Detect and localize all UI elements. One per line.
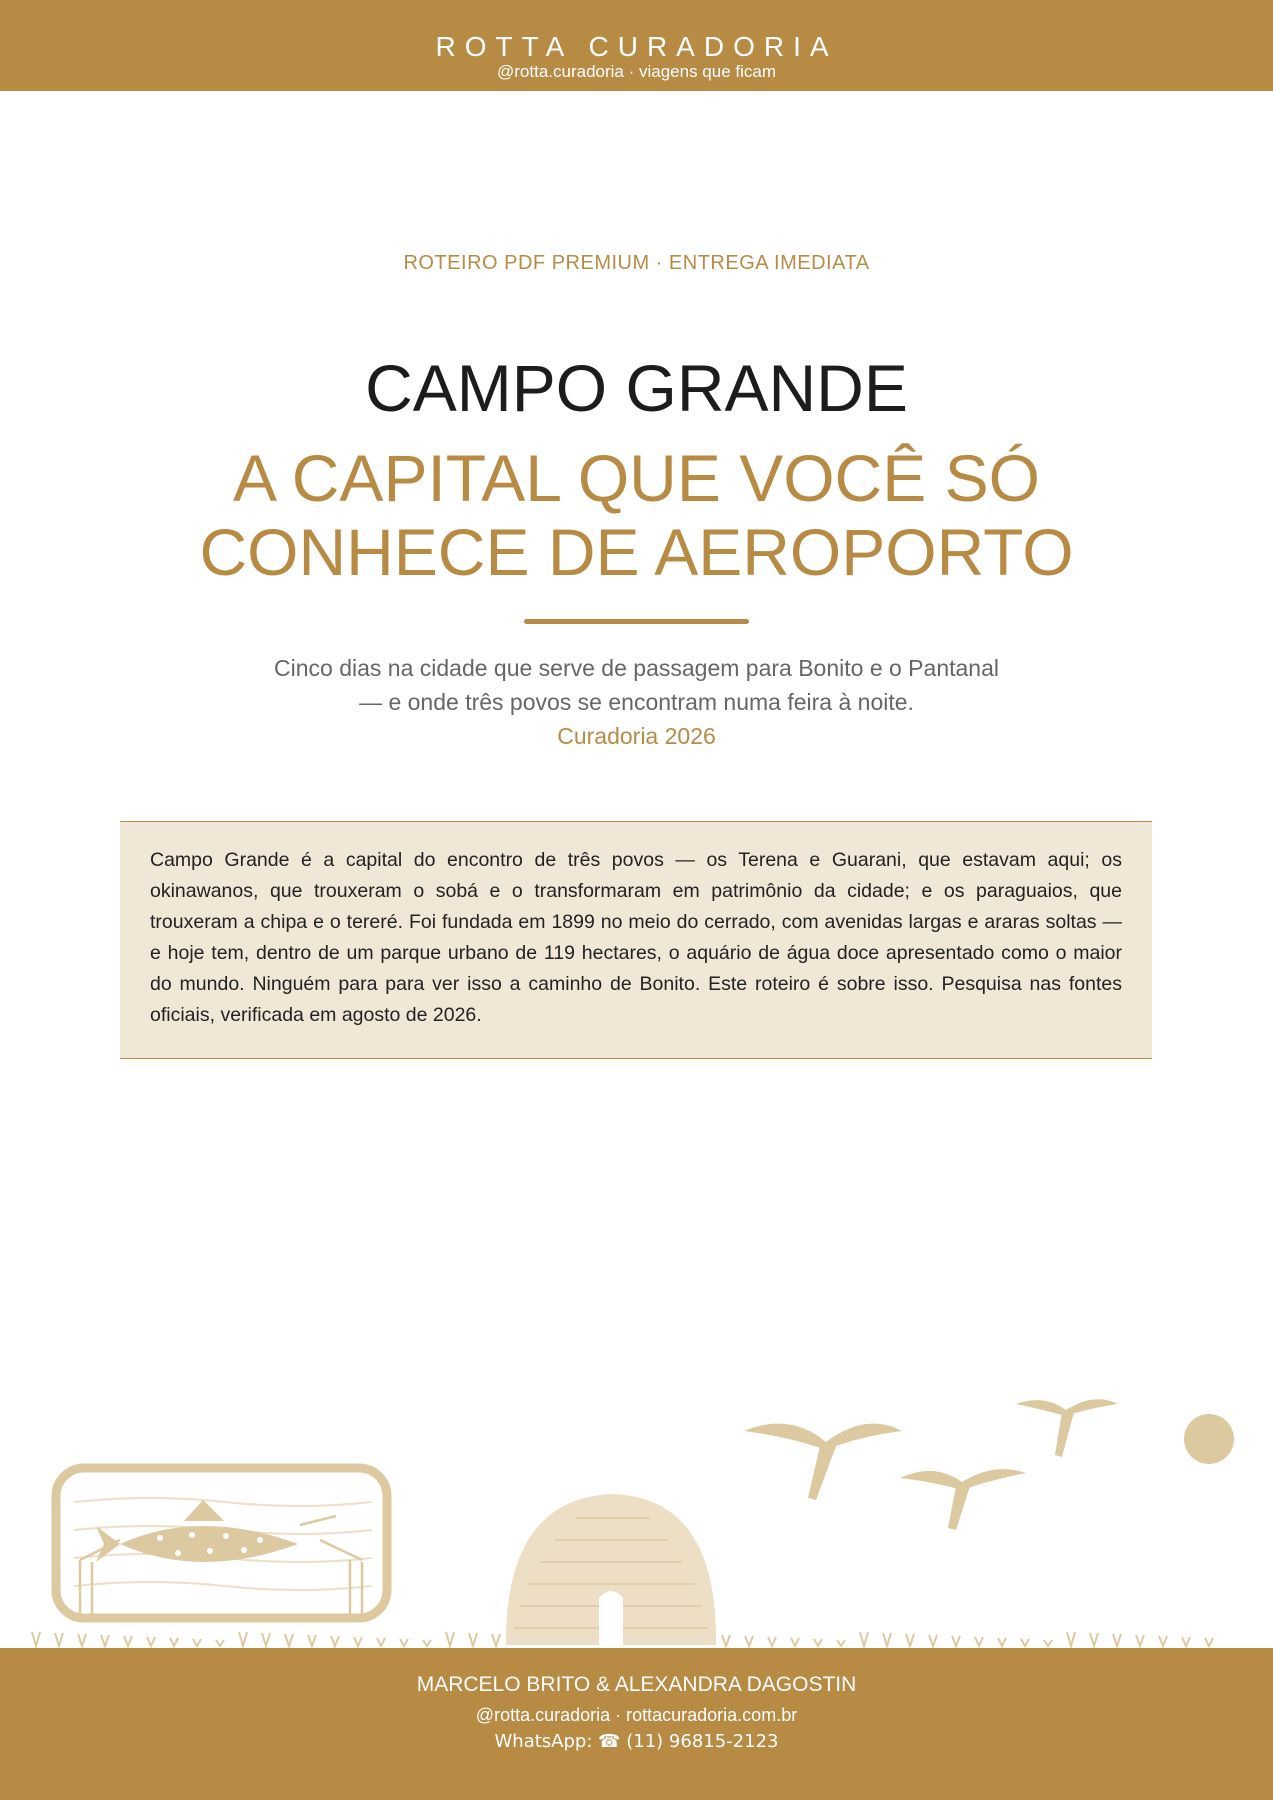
lead-line-2: — e onde três povos se encontram numa feira à noite.	[359, 689, 914, 715]
intro-text: Campo Grande é a capital do encontro de três povos — os Terena e Guarani, que estavam aqui; os okinawanos, que trouxeram o sobá e o transformaram em patrimônio da cidade; e os paraguaios, que trouxeram a chipa e o tereré. Foi fundada em 1899 no meio do cerrado, com avenidas largas e araras soltas — e hoje tem, dentro de um parque urbano de 119 hectares, o aquário de água doce apresentado como o maior do mundo. Ninguém para para ver isso a caminho de Bonito. Este roteiro é sobre isso. Pesquisa nas fontes oficiais, verificada em agosto de 2026.	[150, 849, 1122, 1026]
footer-authors: MARCELO BRITO & ALEXANDRA DAGOSTIN	[416, 1673, 857, 1696]
sun-icon	[1184, 1414, 1234, 1464]
intro-box	[120, 821, 1152, 1059]
brand-name: ROTTA CURADORIA	[435, 31, 838, 62]
bird-icon	[744, 1399, 1118, 1530]
lead-text	[0, 651, 1273, 753]
page-subtitle: A CAPITAL QUE VOCÊ SÓ CONHECE DE AEROPORTO	[199, 441, 1074, 589]
hut-icon	[506, 1494, 716, 1645]
footer-whatsapp: WhatsApp: ☎ (11) 96815-2123	[494, 1731, 779, 1752]
curation-year: Curadoria 2026	[557, 723, 716, 749]
page-title: CAMPO GRANDE	[365, 351, 908, 425]
eyebrow-label: ROTEIRO PDF PREMIUM · ENTREGA IMEDIATA	[403, 252, 870, 274]
footer-bar	[0, 1648, 1273, 1800]
header-bar	[0, 0, 1273, 91]
title-divider	[524, 619, 749, 624]
brand-tagline: @rotta.curadoria · viagens que ficam	[497, 62, 776, 81]
landscape-illustration	[0, 1390, 1273, 1650]
fish-frame-icon	[56, 1468, 387, 1618]
lead-line-1: Cinco dias na cidade que serve de passagem para Bonito e o Pantanal	[274, 655, 999, 681]
footer-site: @rotta.curadoria · rottacuradoria.com.br	[475, 1705, 798, 1725]
